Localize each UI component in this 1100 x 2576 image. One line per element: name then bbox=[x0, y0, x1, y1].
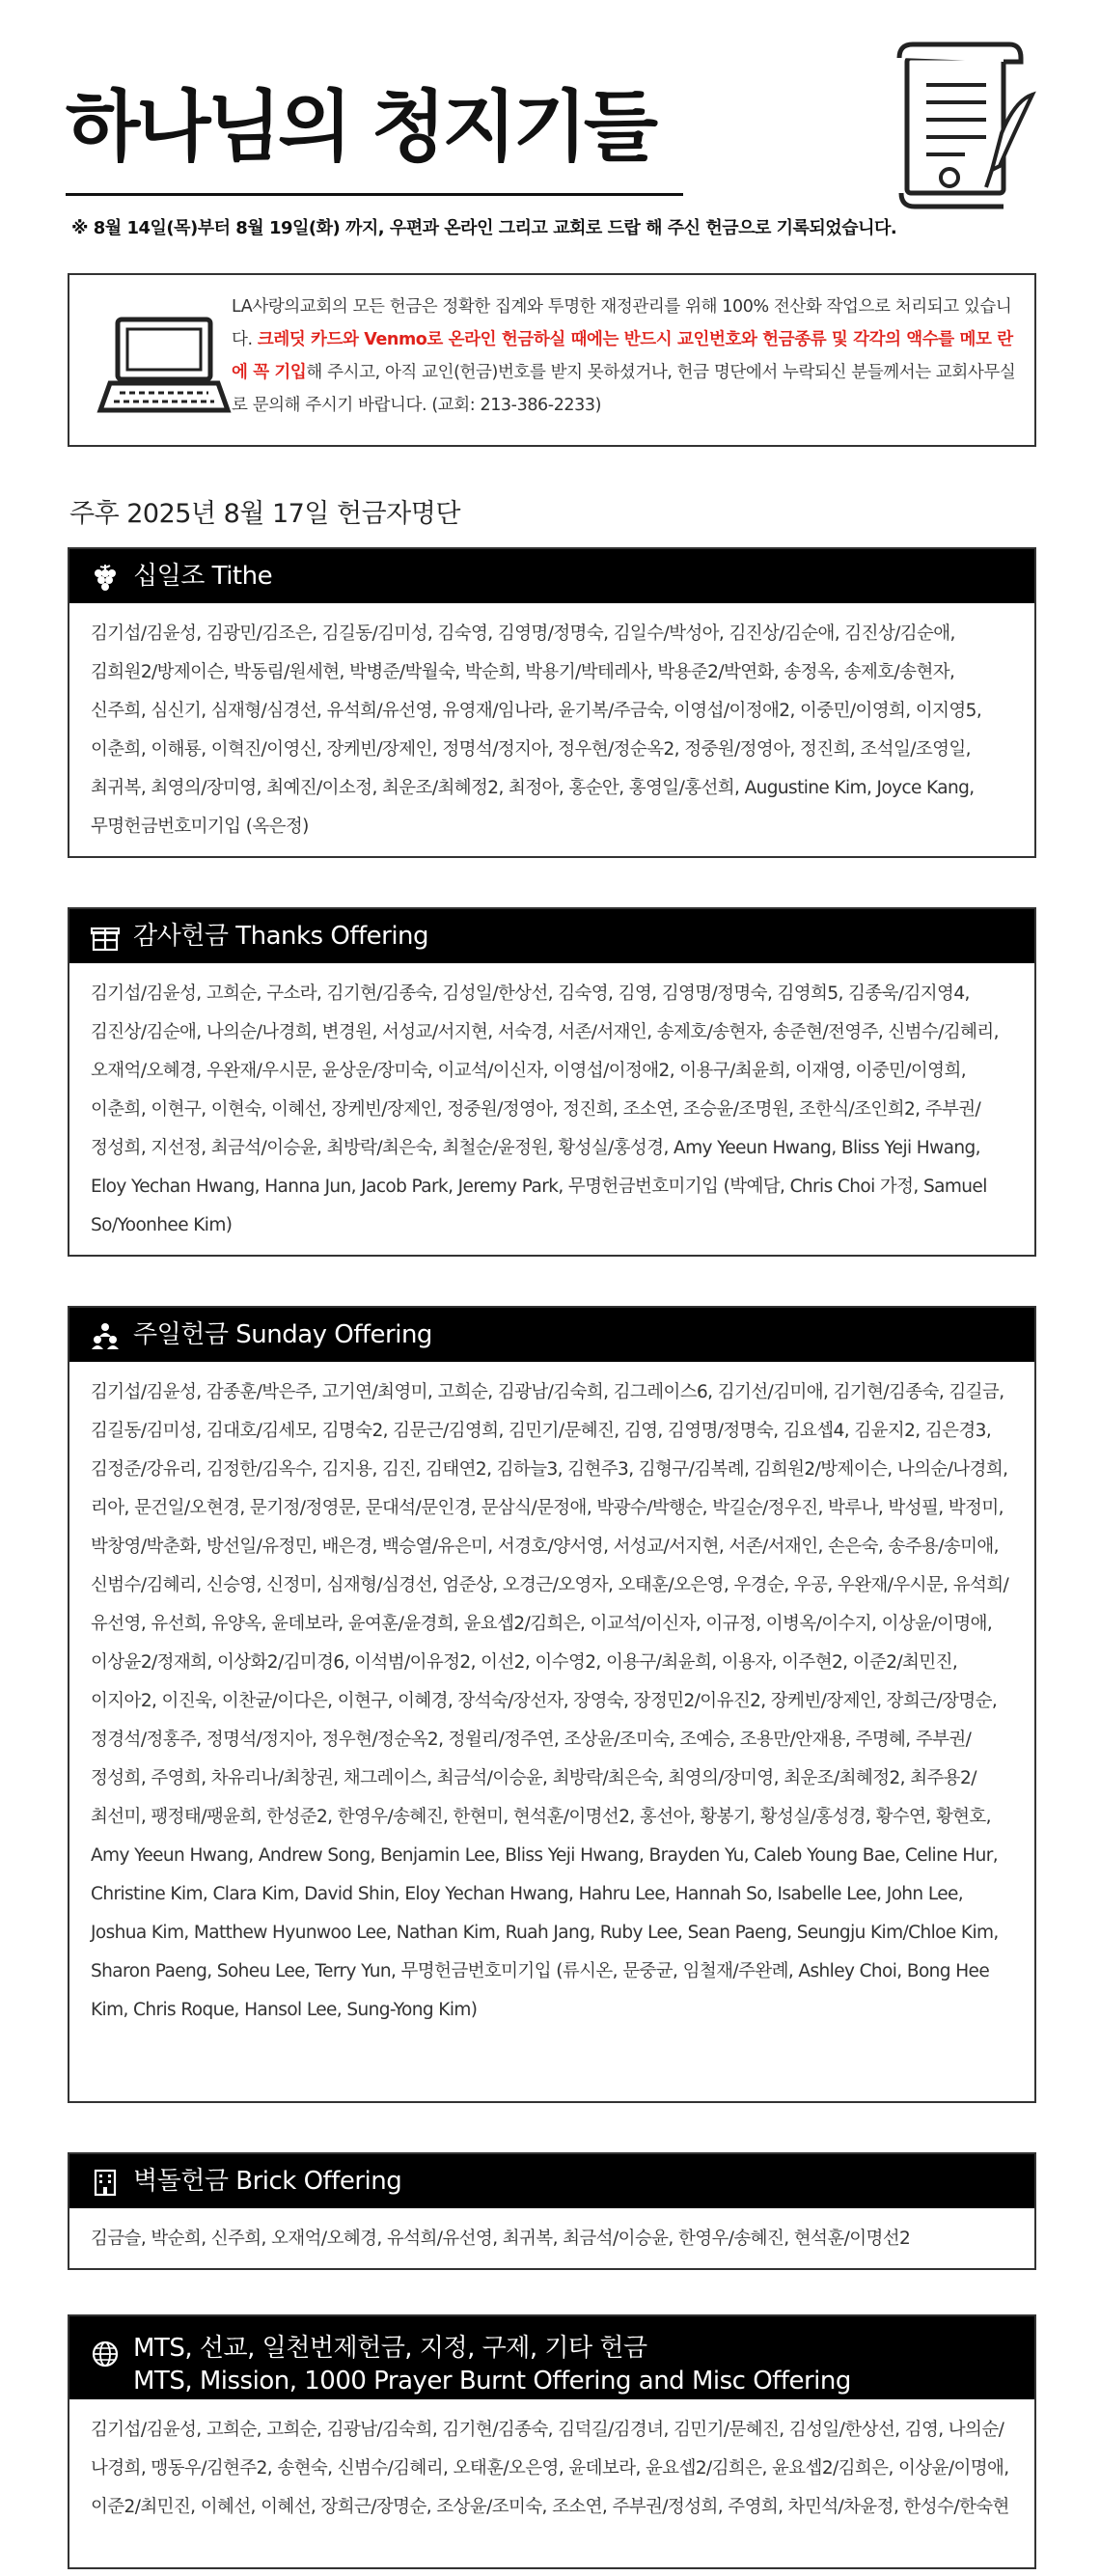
section-title-korean: MTS, 선교, 일천번제헌금, 지정, 구제, 기타 헌금 bbox=[133, 2334, 647, 2363]
globe-icon bbox=[91, 2340, 120, 2368]
info-highlight: 크레딧 카드와 Venmo로 온라인 헌금하실 때에는 반드시 교인번호와 헌금종류 및 각각의 액수를 메모 란에 꼭 기입 bbox=[232, 330, 1013, 382]
section-header bbox=[69, 2154, 1034, 2208]
info-paragraph bbox=[232, 291, 1023, 422]
gift-icon bbox=[91, 923, 120, 952]
people-icon bbox=[91, 1321, 120, 1350]
section-title: 십일조 Tithe bbox=[133, 562, 273, 591]
section-tithe bbox=[68, 547, 1036, 858]
building-icon bbox=[91, 2168, 120, 2197]
section-names: 김기섭/김윤성, 김광민/김조은, 김길동/김미성, 김숙영, 김영명/정명숙, 김일수/박성아, 김진상/김순애, 김진상/김순애, 김희원2/방제이슨, 박동림/원세현, 박병준/박월숙, 박순희, 박용기/박테레사, 박용준2/박연화, 송정옥, 송제호/송현자, 신주희, 심신기, 심재형/심경선, 유석희/유선영, 유영재/임나라, 윤기복/주금숙, 이영섭/이정애2, 이중민/이영희, 이지영5, 이춘희, 이해룡, 이혁진/이영신, 장케빈/장제인, 정명석/정지아, 정우현/정순옥2, 정중원/정영아, 정진희, 조석일/조영일, 최귀복, 최영의/장미영, 최예진/이소정, 최운조/최혜정2, 최정아, 홍순안, 홍영일/홍선희, Augustine Kim, Joyce Kang, 무명헌금번호미기입 (옥은정) bbox=[91, 623, 982, 837]
section-title bbox=[133, 2332, 851, 2397]
section-names: 김기섭/김윤성, 고희순, 구소라, 김기현/김종숙, 김성일/한상선, 김숙영, 김영, 김영명/정명숙, 김영희5, 김종욱/김지영4, 김진상/김순애, 나의순/나경희, 변경원, 서성교/서지현, 서숙경, 서존/서재인, 송제호/송현자, 송준현/전영주, 신범수/김혜리, 오재억/오혜경, 우완재/우시문, 윤상운/장미숙, 이교석/이신자, 이영섭/이정애2, 이용구/최윤희, 이재영, 이중민/이영희, 이춘희, 이현구, 이현숙, 이혜선, 장케빈/장제인, 정중원/정영아, 정진희, 조소연, 조승윤/조명원, 조한식/조인희2, 주부권/정성희, 지선정, 최금석/이승윤, 최방락/최은숙, 최철순/윤정원, 황성실/홍성경, Amy Yeeun Hwang, Bliss Yeji Hwang, Eloy Yechan Hwang, Hanna Jun, Jacob Park, Jeremy Park, 무명헌금번호미기입 (박예담, Chris Choi 가정, Samuel So/Yoonhee Kim) bbox=[91, 983, 999, 1235]
section-header bbox=[69, 1308, 1034, 1362]
laptop-icon bbox=[96, 314, 232, 420]
section-title: 주일헌금 Sunday Offering bbox=[133, 1320, 432, 1349]
section-sunday-offering bbox=[68, 1306, 1036, 2103]
list-date-heading: 주후 2025년 8월 17일 헌금자명단 bbox=[69, 499, 460, 529]
scroll-quill-icon bbox=[888, 37, 1042, 210]
section-title: 벽돌헌금 Brick Offering bbox=[133, 2167, 402, 2196]
grapes-icon bbox=[91, 563, 120, 592]
notice-text: ※ 8월 14일(목)부터 8월 19일(화) 까지, 우편과 온라인 그리고 교회로 드랍 해 주신 헌금으로 기록되었습니다. bbox=[71, 218, 897, 238]
section-thanks-offering bbox=[68, 907, 1036, 1257]
info-box bbox=[68, 273, 1036, 447]
section-title: 감사헌금 Thanks Offering bbox=[133, 922, 429, 951]
section-header bbox=[69, 2316, 1034, 2399]
section-mts-misc-offering bbox=[68, 2314, 1036, 2569]
section-title-english: MTS, Mission, 1000 Prayer Burnt Offering and Misc Offering bbox=[133, 2367, 851, 2396]
title-divider bbox=[66, 193, 683, 196]
page-title: 하나님의 청지기들 bbox=[66, 82, 655, 172]
section-names: 김금슬, 박순희, 신주희, 오재억/오혜경, 유석희/유선영, 최귀복, 최금석/이승윤, 한영우/송혜진, 현석훈/이명선2 bbox=[91, 2229, 911, 2249]
info-text-part2: 해 주시고, 아직 교인(헌금)번호를 받지 못하셨거나, 헌금 명단에서 누락되신 분들께서는 교회사무실로 문의해 주시기 바랍니다. (교회: 213-386-2233) bbox=[232, 363, 1016, 415]
section-header bbox=[69, 909, 1034, 963]
section-brick-offering bbox=[68, 2152, 1036, 2270]
section-names: 김기섭/김윤성, 감종훈/박은주, 고기연/최영미, 고희순, 김광남/김숙희, 김그레이스6, 김기선/김미애, 김기현/김종숙, 김길금, 김길동/김미성, 김대호/김세모, 김명숙2, 김문근/김영희, 김민기/문혜진, 김영, 김영명/정명숙, 김요셉4, 김윤지2, 김은경3, 김정준/강유리, 김정한/김옥수, 김지용, 김진, 김태연2, 김하늘3, 김현주3, 김형구/김복례, 김희원2/방제이슨, 나의순/나경희, 리아, 문건일/오현경, 문기정/정영문, 문대석/문인경, 문삼식/문정애, 박광수/박행순, 박길순/정우진, 박루나, 박성필, 박정미, 박창영/박춘화, 방선일/유정민, 배은경, 백승열/유은미, 서경호/양서영, 서성교/서지현, 서존/서재인, 손은숙, 송주용/송미애, 신범수/김혜리, 신승영, 신정미, 심재형/심경선, 엄준상, 오경근/오영자, 오태훈/오은영, 우경순, 우공, 우완재/우시문, 유석희/유선영, 유선희, 유양옥, 윤데보라, 윤여훈/윤경희, 윤요셉2/김희은, 이교석/이신자, 이규정, 이병옥/이수지, 이상윤/이명애, 이상윤2/정재희, 이상화2/김미경6, 이석범/이유정2, 이선2, 이수영2, 이용구/최윤희, 이용자, 이주현2, 이준2/최민진, 이지아2, 이진욱, 이찬균/이다은, 이현구, 이혜경, 장석숙/장선자, 장영숙, 장정민2/이유진2, 장케빈/장제인, 장희근/장명순, 정경석/정홍주, 정명석/정지아, 정우현/정순옥2, 정윌리/정주연, 조상윤/조미숙, 조예승, 조용만/안재용, 주명혜, 주부권/정성희, 주영희, 차유리나/최창권, 채그레이스, 최금석/이승윤, 최방락/최은숙, 최영의/장미영, 최운조/최혜정2, 최주용2/최선미, 팽정태/팽윤희, 한성준2, 한영우/송혜진, 한현미, 현석훈/이명선2, 홍선아, 황봉기, 황성실/홍성경, 황수연, 황현호, Amy Yeeun Hwang, Andrew Song, Benjamin Lee, Bliss Yeji Hwang, Brayden Yu, Caleb Young Bae, Celine Hur, Christine Kim, Clara Kim, David Shin, Eloy Yechan Hwang, Hahru Lee, Hannah So, Isabelle Lee, John Lee, Joshua Kim, Matthew Hyunwoo Lee, Nathan Kim, Ruah Jang, Ruby Lee, Sean Paeng, Seungju Kim/Chloe Kim, Sharon Paeng, Soheu Lee, Terry Yun, 무명헌금번호미기입 (류시온, 문중균, 임철재/주완례, Ashley Choi, Bong Hee Kim, Chris Roque, Hansol Lee, Sung-Yong Kim) bbox=[91, 1382, 1009, 2020]
section-header bbox=[69, 549, 1034, 603]
section-names: 김기섭/김윤성, 고희순, 고희순, 김광남/김숙희, 김기현/김종숙, 김덕길/김경녀, 김민기/문혜진, 김성일/한상선, 김영, 나의순/나경희, 맹동우/김현주2, 송현숙, 신범수/김혜리, 오태훈/오은영, 윤데보라, 윤요셉2/김희은, 윤요셉2/김희은, 이상윤/이명애, 이준2/최민진, 이혜선, 이혜선, 장희근/장명순, 조상윤/조미숙, 조소연, 주부권/정성희, 주영희, 차민석/차윤정, 한성수/한숙현 bbox=[91, 2420, 1009, 2517]
info-text-part1: LA사랑의교회의 모든 헌금은 정확한 집계와 투명한 재정관리를 위해 100% 전산화 작업으로 처리되고 있습니다. bbox=[232, 297, 1012, 349]
